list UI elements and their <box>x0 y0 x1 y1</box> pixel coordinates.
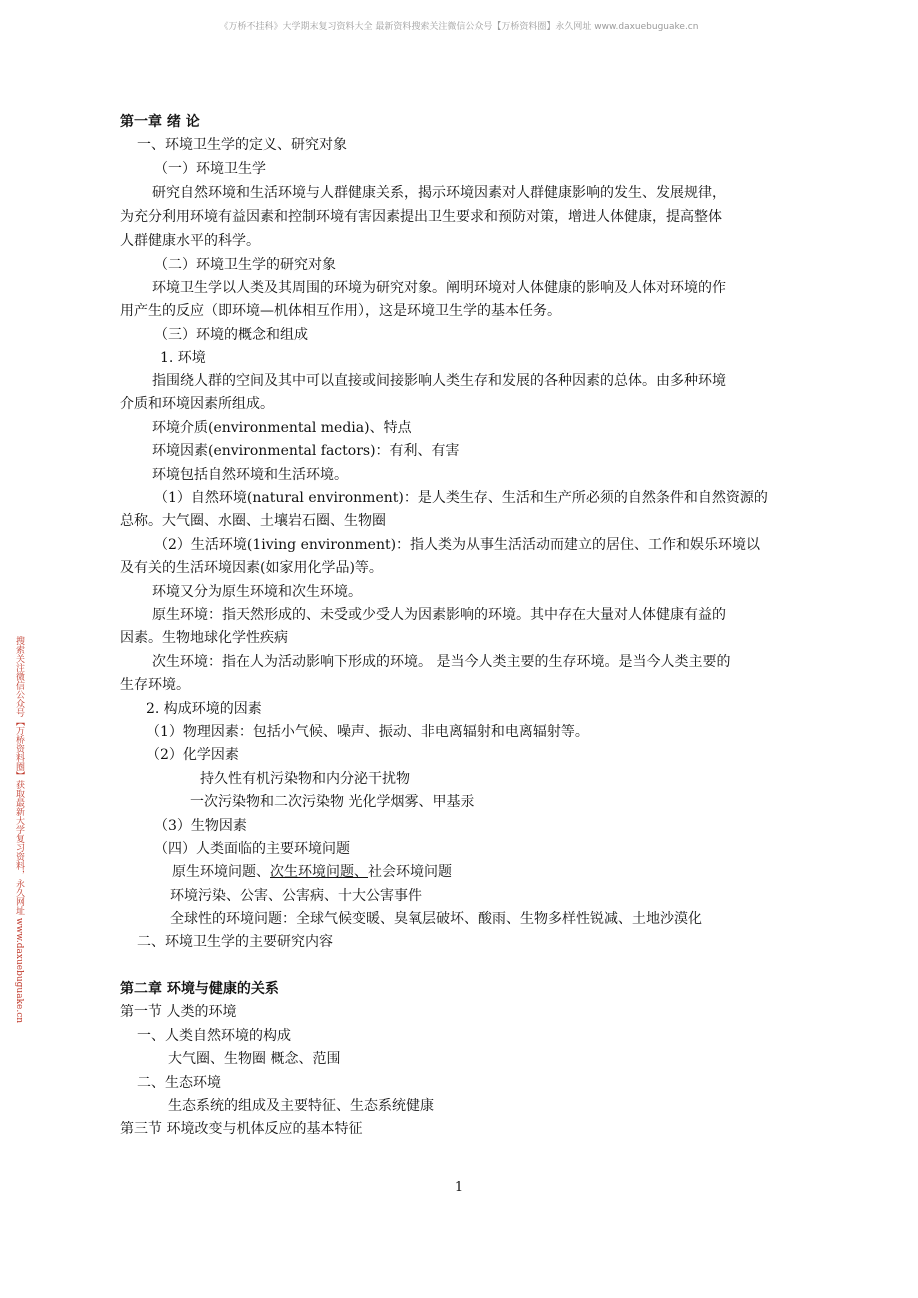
numbered-heading: 2. 构成环境的因素 <box>146 701 262 717</box>
side-watermark: 搜索关注微信公众号【万桥资料圈】获取最新大学复习资料，永久网址 www.daxuebuguake.cn <box>14 636 24 1024</box>
section-title: 第三节 环境改变与机体反应的基本特征 <box>120 1121 363 1137</box>
factor-item: （3）生物因素 <box>154 818 247 834</box>
paragraph-line: 环境卫生学以人类及其周围的环境为研究对象。阐明环境对人体健康的影响及人体对环境的作 <box>152 280 726 296</box>
factor-subitem: 持久性有机污染物和内分泌干扰物 <box>200 771 410 787</box>
factor-item: （1）物理因素：包括小气候、噪声、振动、非电离辐射和电离辐射等。 <box>146 724 589 740</box>
paragraph-line: 为充分利用环境有益因素和控制环境有害因素提出卫生要求和预防对策，增进人体健康，提高整体 <box>120 209 722 225</box>
section-heading: 二、环境卫生学的主要研究内容 <box>137 934 333 950</box>
subsection-heading: （二）环境卫生学的研究对象 <box>154 257 336 273</box>
page-header-watermark: 《万桥不挂科》大学期末复习资料大全 最新资料搜索关注微信公众号【万桥资料圈】永久网址 www.daxuebuguake.cn <box>219 22 699 32</box>
paragraph-line: （1）自然环境(natural environment)：是人类生存、生活和生产所必须的自然条件和自然资源的 <box>154 490 768 506</box>
paragraph-line: （2）生活环境(1iving environment)：指人类为从事生活活动而建立的居住、工作和娱乐环境以 <box>154 537 761 553</box>
paragraph-line: 生存环境。 <box>120 677 190 693</box>
problem-primary: 原生环境问题、 <box>172 864 270 880</box>
subsection-heading: （三）环境的概念和组成 <box>154 327 308 343</box>
problem-line: 环境污染、公害、公害病、十大公害事件 <box>170 888 422 904</box>
paragraph-line: 环境因素(environmental factors)：有利、有害 <box>152 443 460 459</box>
paragraph-line: 环境包括自然环境和生活环境。 <box>152 467 348 483</box>
section-title: 第一节 人类的环境 <box>120 1004 237 1020</box>
section-detail: 生态系统的组成及主要特征、生态系统健康 <box>168 1098 434 1114</box>
paragraph-line: 指围绕人群的空间及其中可以直接或间接影响人类生存和发展的各种因素的总体。由多种环境 <box>152 373 726 389</box>
paragraph-line: 人群健康水平的科学。 <box>120 233 260 249</box>
paragraph-line: 原生环境：指天然形成的、未受或少受人为因素影响的环境。其中存在大量对人体健康有益的 <box>152 607 726 623</box>
page-number: 1 <box>454 1180 464 1195</box>
paragraph-line: 总称。大气圈、水圈、土壤岩石圈、生物圈 <box>120 513 386 529</box>
paragraph-line: 环境又分为原生环境和次生环境。 <box>152 584 362 600</box>
subsection-heading: （一）环境卫生学 <box>154 161 266 177</box>
numbered-heading: 1. 环境 <box>160 350 206 366</box>
problem-social: 社会环境问题 <box>368 864 452 880</box>
section-heading: 二、生态环境 <box>137 1075 221 1091</box>
section-heading: 一、人类自然环境的构成 <box>137 1028 291 1044</box>
paragraph-line: 及有关的生活环境因素(如家用化学品)等。 <box>120 560 383 576</box>
chapter-1-title: 第一章 绪 论 <box>120 114 200 130</box>
factor-item: （2）化学因素 <box>146 747 239 763</box>
subsection-heading: （四）人类面临的主要环境问题 <box>154 841 350 857</box>
paragraph-line: 环境介质(environmental media)、特点 <box>152 420 412 436</box>
chapter-2-title: 第二章 环境与健康的关系 <box>120 981 279 997</box>
paragraph-line: 因素。生物地球化学性疾病 <box>120 630 288 646</box>
paragraph-line: 次生环境：指在人为活动影响下形成的环境。 是当今人类主要的生存环境。是当今人类主要的 <box>152 654 731 670</box>
problem-line <box>172 862 452 882</box>
paragraph-line: 研究自然环境和生活环境与人群健康关系，揭示环境因素对人群健康影响的发生、发展规律， <box>152 185 726 201</box>
paragraph-line: 介质和环境因素所组成。 <box>120 396 274 412</box>
factor-subitem: 一次污染物和二次污染物 光化学烟雾、甲基汞 <box>190 794 475 810</box>
problem-secondary-underlined: 次生环境问题、 <box>270 864 368 880</box>
problem-line: 全球性的环境问题：全球气候变暖、臭氧层破坏、酸雨、生物多样性锐减、土地沙漠化 <box>170 911 702 927</box>
paragraph-line: 用产生的反应（即环境—机体相互作用），这是环境卫生学的基本任务。 <box>120 303 561 319</box>
section-detail: 大气圈、生物圈 概念、范围 <box>168 1051 341 1067</box>
section-heading: 一、环境卫生学的定义、研究对象 <box>137 137 347 153</box>
